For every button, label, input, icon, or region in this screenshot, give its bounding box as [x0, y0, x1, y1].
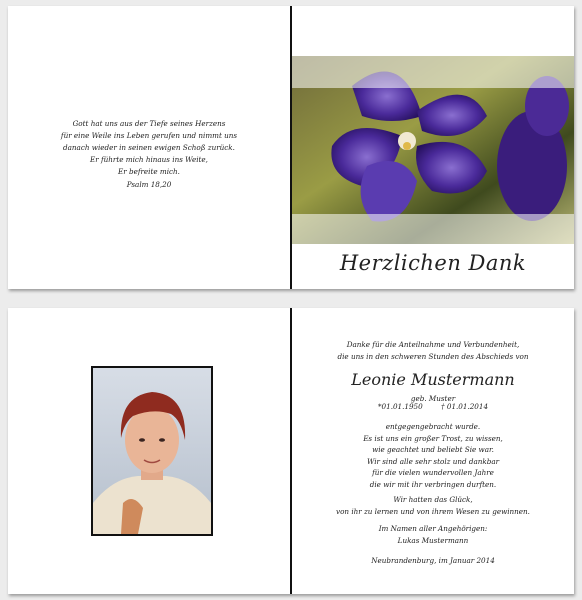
message-line: Wir sind alle sehr stolz und dankbar: [366, 456, 500, 466]
verse-line: danach wieder in seinen ewigen Schoß zurück.: [63, 143, 235, 152]
birth-name-text: geb. Muster: [410, 394, 456, 403]
orchid-photo: [292, 56, 574, 244]
verse-line: Er führte mich hinaus ins Weite,: [90, 155, 208, 164]
verse-line: für eine Weile ins Leben gerufen und nimmt uns: [60, 131, 238, 140]
verse-source: Psalm 18,20: [126, 180, 172, 189]
verse-line: Er befreite mich.: [118, 167, 180, 176]
cover-title-panel: [292, 6, 574, 289]
cover-verse-panel: [8, 6, 290, 289]
life-dates: [292, 402, 574, 411]
portrait-image: [93, 368, 211, 534]
family-line: Im Namen aller Angehörigen:: [378, 524, 488, 533]
portrait-photo: [91, 366, 213, 536]
cover-card: [8, 6, 574, 289]
family-signature: [292, 523, 574, 546]
intro-line: Danke für die Anteilnahme und Verbundenheit,: [346, 340, 520, 349]
thanks-message: [292, 421, 574, 490]
message-line: Es ist uns ein großer Trost, zu wissen,: [363, 433, 503, 443]
orchid-image: [292, 56, 574, 244]
message-panel: [292, 308, 574, 594]
birth-date: *01.01.1950: [377, 402, 423, 411]
quote-line: von ihr zu lernen und von ihrem Wesen zu gewinnen.: [336, 506, 530, 516]
thanks-intro: [292, 339, 574, 362]
place-date: Neubrandenburg, im Januar 2014: [371, 556, 495, 565]
bible-verse: [8, 118, 290, 178]
portrait-panel: [8, 308, 290, 594]
intro-line: die uns in den schweren Stunden des Abschieds von: [337, 351, 529, 361]
quote-line: Wir hatten das Glück,: [393, 495, 473, 504]
message-line: für die vielen wundervollen Jahre: [372, 468, 494, 477]
inside-card: [8, 308, 574, 594]
message-line: wie geachtet und beliebt Sie war.: [372, 445, 494, 454]
verse-line: Gott hat uns aus der Tiefe seines Herzens: [72, 119, 226, 128]
family-line: Lukas Mustermann: [397, 535, 469, 545]
card-title: Herzlichen Dank: [339, 251, 527, 275]
message-line: entgegengebracht wurde.: [385, 422, 481, 431]
quote: [292, 494, 574, 517]
message-line: die wir mit ihr verbringen durften.: [369, 479, 497, 489]
death-date: † 01.01.2014: [441, 402, 489, 411]
deceased-name: Leonie Mustermann: [351, 370, 515, 389]
